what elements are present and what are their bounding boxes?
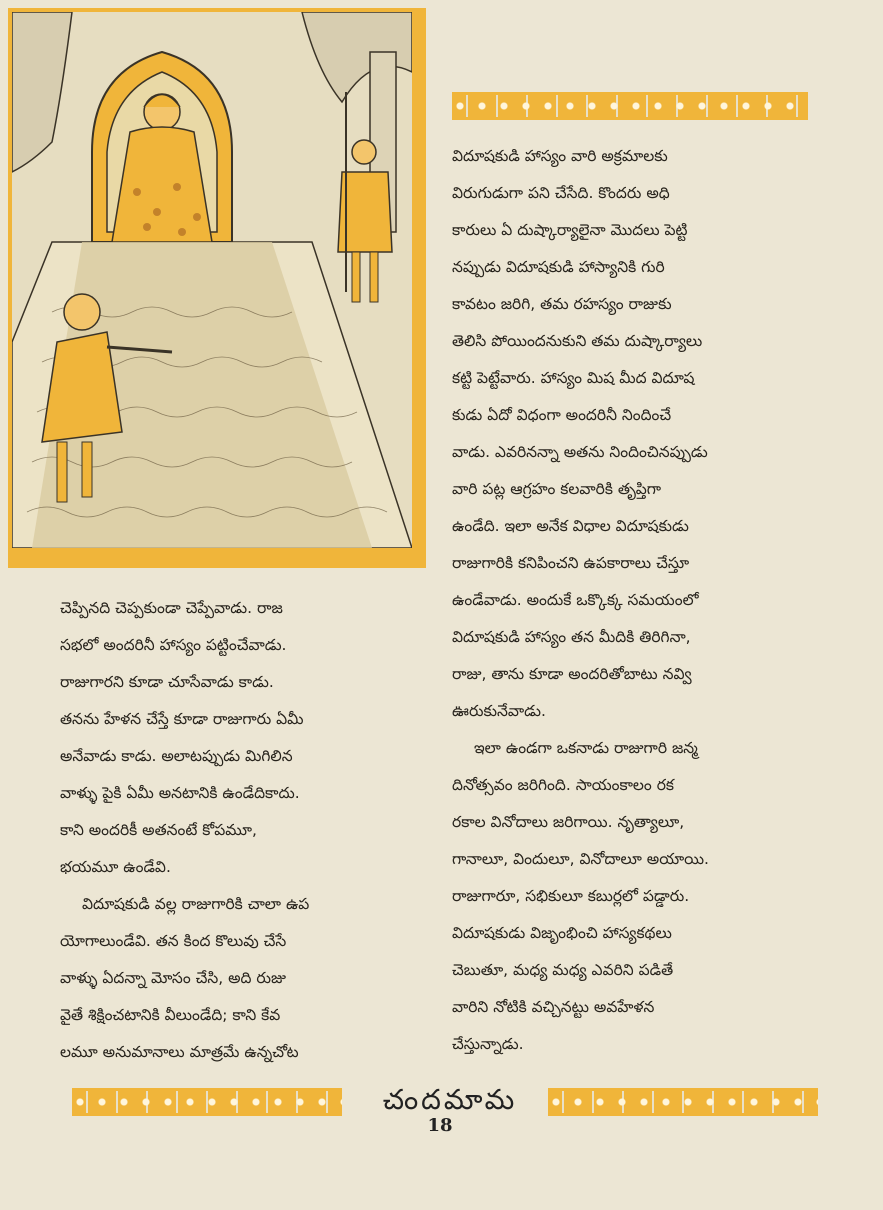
- text-line: ఉండేవాడు. అందుకే ఒక్కొక్క సమయంలో: [452, 591, 699, 609]
- text-line: రాజుగారని కూడా చూసేవాడు కాడు.: [60, 673, 274, 691]
- decorative-border-top: [452, 92, 808, 120]
- text-line: కుడు ఏదో విధంగా అందరినీ నిందించే: [452, 406, 672, 424]
- magazine-title: చందమామ: [382, 1083, 518, 1116]
- court-scene-illustration: [8, 8, 426, 568]
- right-column-text: [452, 138, 867, 1063]
- text-line: దినోత్సవం జరిగింది. సాయంకాలం రక: [452, 776, 674, 794]
- king-court-drawing: [12, 12, 412, 548]
- text-line: ఉండేది. ఇలా అనేక విధాల విదూషకుడు: [452, 517, 689, 535]
- text-line: తెలిసి పోయిందనుకుని తమ దుష్కార్యాలు: [452, 332, 703, 350]
- text-line: యోగాలుండేవి. తన కింద కొలువు చేసే: [60, 932, 287, 950]
- text-line: వారిని నోటికి వచ్చినట్టు అవహేళన: [452, 998, 655, 1016]
- text-line: వాడు. ఎవరినన్నా అతను నిందించినప్పుడు: [452, 443, 708, 461]
- text-line: విదూషకుడి వల్ల రాజుగారికి చాలా ఉప: [82, 895, 310, 913]
- text-line: విదూషకుడు విజృంభించి హాస్యకథలు: [452, 924, 672, 942]
- text-line: రాజుగారికి కనిపించని ఉపకారాలు చేస్తూ: [452, 554, 690, 572]
- text-line: సభలో అందరినీ హాస్యం పట్టించేవాడు.: [60, 636, 287, 654]
- illustration-art: [12, 12, 412, 548]
- text-line: వాళ్ళు పైకి ఏమీ అనటానికి ఉండేదికాదు.: [60, 784, 300, 802]
- text-line: రాజు, తాను కూడా అందరితోబాటు నవ్వి: [452, 665, 692, 683]
- text-line: కాని అందరికీ అతనంటే కోపమూ,: [60, 821, 257, 839]
- text-line: కట్టి పెట్టేవారు. హాస్యం మిష మీద విదూష: [452, 369, 695, 387]
- text-line: చెప్పినది చెప్పకుండా చెప్పేవాడు. రాజ: [60, 599, 283, 617]
- text-line: చేస్తున్నాడు.: [452, 1035, 524, 1053]
- text-line: విదూషకుడి హాస్యం తన మీదికి తిరిగినా,: [452, 628, 691, 646]
- text-line: రాజుగారూ, సభికులూ కబుర్లలో పడ్డారు.: [452, 887, 690, 905]
- text-line: విరుగుడుగా పని చేసేది. కొందరు అధి: [452, 184, 670, 202]
- text-line: కారులు ఏ దుష్కార్యాలైనా మొదలు పెట్టి: [452, 221, 688, 239]
- text-line: విదూషకుడి హాస్యం వారి అక్రమాలకు: [452, 147, 668, 165]
- text-line: ఊరుకునేవాడు.: [452, 702, 546, 720]
- text-line: నప్పుడు విదూషకుడి హాస్యానికి గురి: [452, 258, 665, 276]
- left-column-text: [60, 590, 430, 1071]
- decorative-border-footer-right: [548, 1088, 818, 1116]
- text-line: గానాలూ, విందులూ, వినోదాలూ అయాయి.: [452, 850, 709, 868]
- text-line: రకాల వినోదాలు జరిగాయి. నృత్యాలూ,: [452, 813, 685, 831]
- text-line: భయమూ ఉండేవి.: [60, 858, 171, 876]
- text-line: ఇలా ఉండగా ఒకనాడు రాజుగారి జన్మ: [474, 739, 698, 757]
- text-line: వాళ్ళు ఏదన్నా మోసం చేసి, అది రుజు: [60, 969, 286, 987]
- text-line: అనేవాడు కాడు. అలాటప్పుడు మిగిలిన: [60, 747, 293, 765]
- text-line: కావటం జరిగి, తమ రహస్యం రాజుకు: [452, 295, 672, 313]
- page-number: 18: [427, 1115, 453, 1136]
- text-line: తనను హేళన చేస్తే కూడా రాజుగారు ఏమీ: [60, 710, 304, 728]
- text-line: లమూ అనుమానాలు మాత్రమే ఉన్నచోట: [60, 1043, 299, 1061]
- text-line: చెబుతూ, మధ్య మధ్య ఎవరిని పడితే: [452, 961, 674, 979]
- decorative-border-footer-left: [72, 1088, 342, 1116]
- text-line: వైతే శిక్షించటానికి వీలుండేది; కాని కేవ: [60, 1006, 281, 1024]
- text-line: వారి పట్ల ఆగ్రహం కలవారికి తృప్తిగా: [452, 480, 662, 498]
